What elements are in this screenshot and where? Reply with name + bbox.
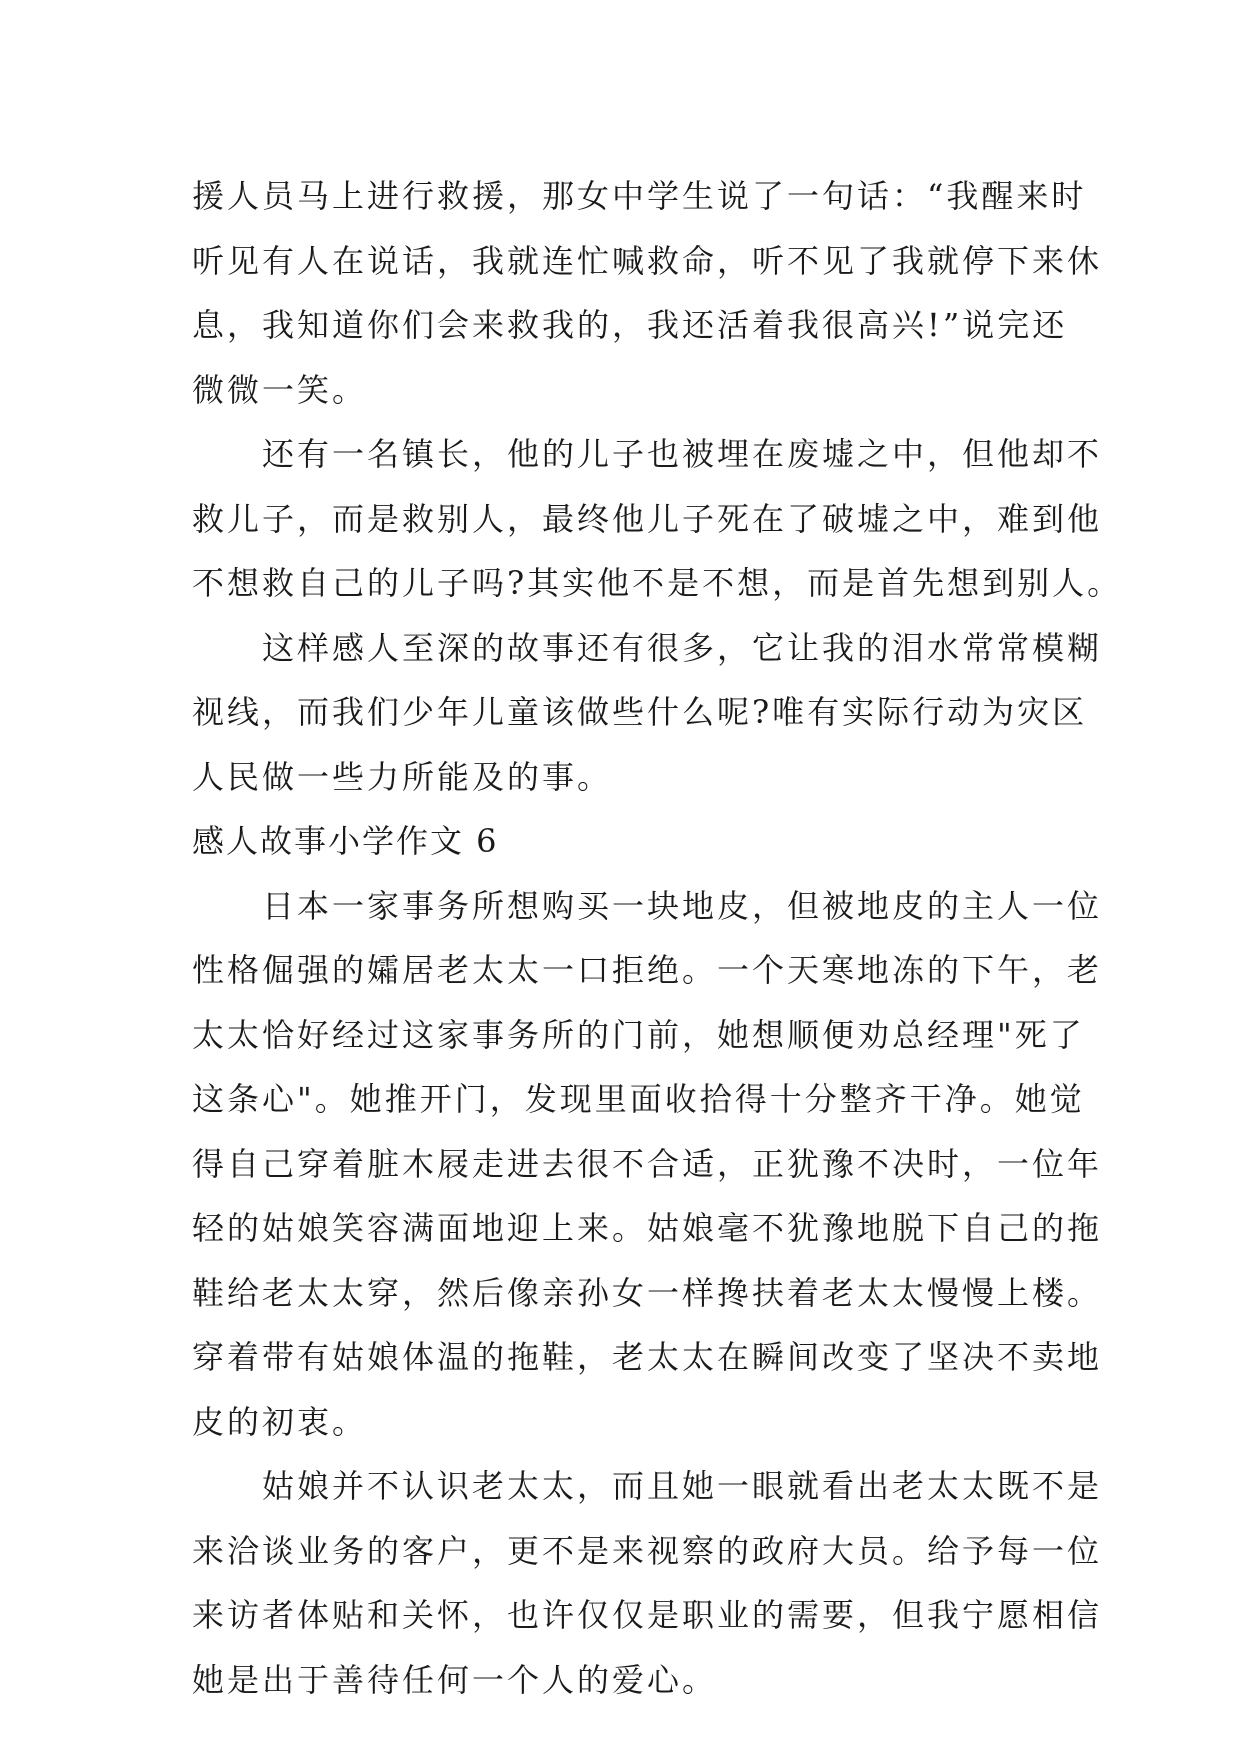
paragraph-first-line: 还有一名镇长，他的儿子也被埋在废墟之中，但他却不 (262, 435, 1103, 473)
text-line: 不想救自己的儿子吗?其实他不是不想，而是首先想到别人。 (192, 564, 1123, 602)
text-line: 来洽谈业务的客户，更不是来视察的政府大员。给予每一位 (192, 1531, 1103, 1570)
text-line: 听见有人在说话，我就连忙喊救命，听不见了我就停下来休 (192, 241, 1103, 280)
text-line: 穿着带有姑娘体温的拖鞋，老太太在瞬间改变了坚决不卖地 (192, 1338, 1103, 1376)
text-line: 鞋给老太太穿，然后像亲孙女一样搀扶着老太太慢慢上楼。 (192, 1273, 1103, 1312)
text-line: 性格倔强的孀居老太太一口拒绝。一个天寒地冻的下午，老 (192, 951, 1103, 989)
text-line: 视线，而我们少年儿童该做些什么呢?唯有实际行动为灾区 (192, 693, 1088, 731)
text-line: 她是出于善待任何一个人的爱心。 (192, 1660, 718, 1699)
document-body (192, 164, 1123, 1712)
text-line: 微微一笑。 (192, 370, 368, 409)
text-line: 来访者体贴和关怀，也许仅仅是职业的需要，但我宁愿相信 (192, 1596, 1103, 1634)
text-line: 援人员马上进行救援，那女中学生说了一句话：“我醒来时 (192, 177, 1087, 215)
paragraph-first-line: 这样感人至深的故事还有很多，它让我的泪水常常模糊 (262, 628, 1103, 667)
text-line: 太太恰好经过这家事务所的门前，她想顺便劝总经理"死了 (192, 1015, 1085, 1054)
text-line: 皮的初衷。 (192, 1402, 368, 1441)
paragraph-first-line: 日本一家事务所想购买一块地皮，但被地皮的主人一位 (262, 886, 1103, 925)
text-line: 救儿子，而是救别人，最终他儿子死在了破墟之中，难到他 (192, 499, 1103, 538)
text-line: 得自己穿着脏木屐走进去很不合适，正犹豫不决时，一位年 (192, 1144, 1103, 1183)
text-line: 轻的姑娘笑容满面地迎上来。姑娘毫不犹豫地脱下自己的拖 (192, 1209, 1103, 1247)
text-line: 这条心"。她推开门，发现里面收拾得十分整齐干净。她觉 (192, 1080, 1085, 1118)
text-line: 人民做一些力所能及的事。 (192, 757, 613, 796)
section-title: 感人故事小学作文 6 (192, 822, 499, 860)
text-line: 息，我知道你们会来救我的，我还活着我很高兴!”说完还 (192, 306, 1068, 344)
paragraph-first-line: 姑娘并不认识老太太，而且她一眼就看出老太太既不是 (262, 1467, 1103, 1505)
